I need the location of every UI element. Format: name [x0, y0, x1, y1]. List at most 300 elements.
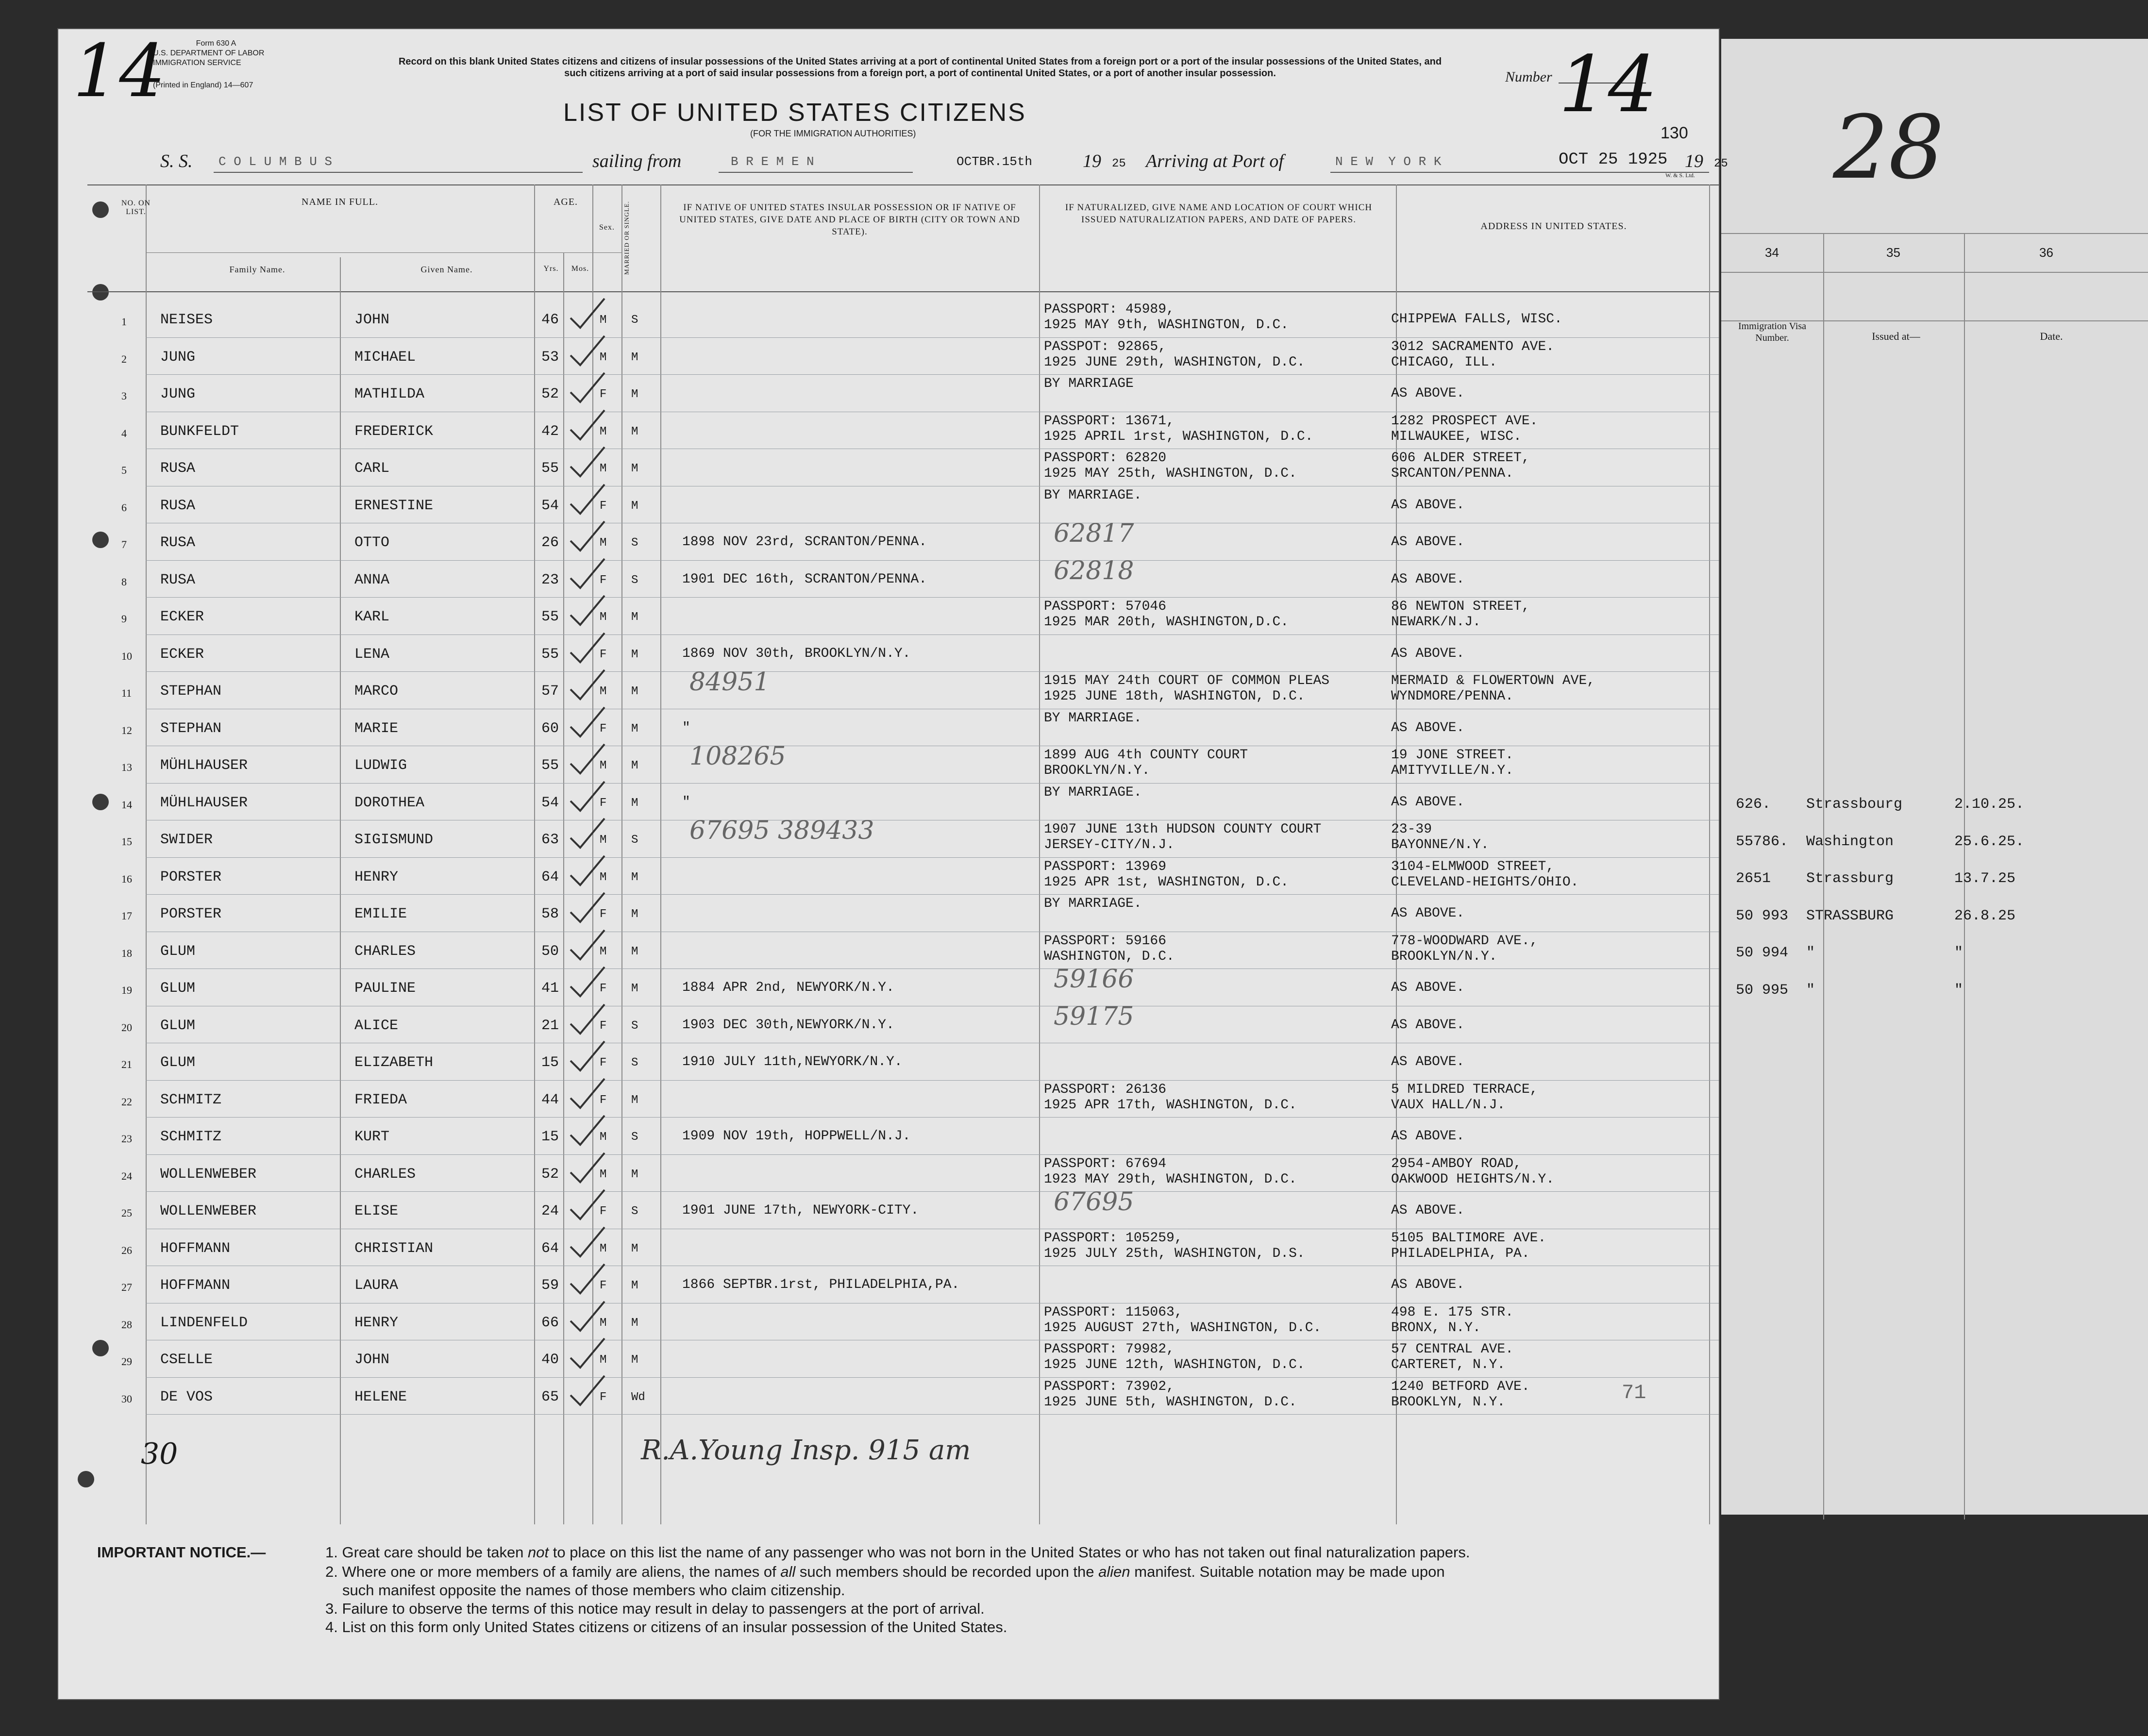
ship-underline — [214, 172, 583, 173]
address-line-2: AMITYVILLE/N.Y. — [1391, 763, 1514, 778]
header-rule — [146, 252, 621, 253]
table-row — [58, 450, 1719, 487]
ship-name: C O L U M B U S — [218, 154, 333, 169]
notice-text: to place on this list the name of any passenger who was not born in the United States or who has not taken out final naturalization papers. — [549, 1544, 1470, 1561]
visa-number: 50 994 — [1736, 945, 1789, 961]
issue-date: 25.6.25. — [1954, 833, 2025, 850]
row-number: 11 — [121, 687, 132, 699]
table-row — [58, 895, 1719, 933]
age-years: 55 — [541, 609, 559, 625]
sex: M — [600, 611, 607, 624]
age-years: 64 — [541, 1240, 559, 1257]
check-mark — [568, 1336, 607, 1370]
sex: M — [600, 536, 607, 550]
check-mark — [568, 334, 607, 367]
check-mark — [568, 1187, 607, 1221]
address-line-2: MILWAUKEE, WISC. — [1391, 429, 1522, 444]
marital-status: M — [631, 462, 638, 475]
row-number: 20 — [121, 1021, 132, 1034]
family-name: BUNKFELDT — [160, 423, 239, 440]
given-name: MARCO — [354, 683, 399, 700]
marital-status: M — [631, 1353, 638, 1367]
row-number: 15 — [121, 835, 132, 848]
table-row — [58, 487, 1719, 524]
arrival-date-stamp: OCT 25 1925 — [1559, 150, 1668, 169]
table-row — [58, 598, 1719, 635]
address-line-1: AS ABOVE. — [1391, 386, 1465, 401]
marital-status: M — [631, 870, 638, 884]
check-mark — [568, 1113, 607, 1147]
family-name: WOLLENWEBER — [160, 1166, 257, 1183]
sex: M — [600, 425, 607, 438]
address-line-1: 1282 PROSPECT AVE. — [1391, 413, 1538, 429]
row-number: 13 — [121, 761, 132, 773]
given-name: CHRISTIAN — [354, 1240, 434, 1257]
family-name: JUNG — [160, 349, 196, 366]
row-number: 23 — [121, 1133, 132, 1145]
native-birth: " — [682, 794, 690, 810]
row-number: 18 — [121, 947, 132, 959]
naturalization-line-1: PASSPORT: 115063, — [1044, 1304, 1183, 1320]
age-years: 59 — [541, 1277, 559, 1294]
sex: M — [600, 1242, 607, 1255]
table-row — [58, 1081, 1719, 1118]
naturalization-line-2: 1925 APR 1st, WASHINGTON, D.C. — [1044, 874, 1289, 890]
marital-status: M — [631, 685, 638, 698]
row-number: 22 — [121, 1095, 132, 1108]
family-name: CSELLE — [160, 1352, 213, 1368]
marital-status: S — [631, 1019, 638, 1033]
family-name: HOFFMANN — [160, 1240, 231, 1257]
form-dept: U.S. DEPARTMENT OF LABOR — [153, 49, 265, 57]
naturalization-line-1: 62818 — [1054, 556, 1134, 585]
age-years: 58 — [541, 906, 559, 922]
address-line-2: PHILADELPHIA, PA. — [1391, 1246, 1530, 1261]
given-name: ALICE — [354, 1017, 399, 1034]
voyage-line — [160, 150, 1728, 179]
age-years: 54 — [541, 794, 559, 811]
row-rule — [146, 1191, 1719, 1192]
form-printed: (Printed in England) 14—607 — [153, 81, 253, 89]
age-years: 15 — [541, 1054, 559, 1071]
given-name: FRIEDA — [354, 1091, 407, 1108]
age-years: 52 — [541, 386, 559, 402]
row-number: 5 — [121, 464, 127, 476]
given-name: LENA — [354, 646, 390, 663]
header-naturalized: IF NATURALIZED, GIVE NAME AND LOCATION OF COURT WHICH ISSUED NATURALIZATION PAPERS, AND DATE OF PAPERS. — [1065, 202, 1373, 225]
given-name: ERNESTINE — [354, 497, 434, 514]
table-row — [58, 1378, 1719, 1416]
check-mark — [568, 1262, 607, 1296]
naturalization-line-1: PASSPORT: 67694 — [1044, 1156, 1167, 1171]
marital-status: M — [631, 1316, 638, 1330]
family-name: SCHMITZ — [160, 1091, 222, 1108]
table-row — [58, 710, 1719, 747]
header-native: IF NATIVE OF UNITED STATES INSULAR POSSESSION OR IF NATIVE OF UNITED STATES, GIVE DATE AND PLACE OF BIRTH (CITY OR TOWN AND STATE). — [679, 202, 1020, 237]
punch-hole — [92, 201, 109, 218]
address-line-1: AS ABOVE. — [1391, 1203, 1465, 1218]
native-birth: 1866 SEPTBR.1rst, PHILADELPHIA,PA. — [682, 1277, 960, 1292]
sex: M — [600, 1131, 607, 1144]
family-name: SWIDER — [160, 832, 213, 848]
address-line-1: 57 CENTRAL AVE. — [1391, 1342, 1514, 1357]
table-row — [58, 1304, 1719, 1341]
naturalization-line-1: PASSPORT: 13671, — [1044, 413, 1175, 429]
native-birth: 1901 JUNE 17th, NEWYORK-CITY. — [682, 1203, 919, 1218]
sex: F — [600, 796, 607, 810]
check-mark — [568, 482, 607, 516]
marital-status: S — [631, 1205, 638, 1218]
naturalization-line-1: BY MARRIAGE. — [1044, 785, 1142, 800]
row-rule — [146, 968, 1719, 969]
row-rule — [146, 783, 1719, 784]
naturalization-line-2: 1923 MAY 29th, WASHINGTON, D.C. — [1044, 1171, 1297, 1187]
age-years: 15 — [541, 1129, 559, 1145]
sex: F — [600, 1056, 607, 1069]
issued-at: " — [1806, 982, 1815, 999]
row-rule — [146, 337, 1719, 338]
address-line-2: BROOKLYN, N.Y. — [1391, 1394, 1506, 1410]
divider — [1721, 272, 2148, 273]
address-line-2: VAUX HALL/N.J. — [1391, 1097, 1506, 1113]
notice-text: such members should be recorded upon the — [795, 1563, 1099, 1580]
age-years: 26 — [541, 534, 559, 551]
form-info — [153, 39, 279, 90]
header-yrs: Yrs. — [543, 265, 559, 273]
given-name: CARL — [354, 460, 390, 477]
visa-number: 50 993 — [1736, 907, 1789, 924]
sex: M — [600, 462, 607, 475]
year-to-label: 19 — [1685, 151, 1703, 171]
year-label: 19 — [1083, 151, 1101, 171]
address-line-1: 23-39 — [1391, 822, 1432, 837]
marital-status: M — [631, 648, 638, 661]
address-line-1: AS ABOVE. — [1391, 794, 1465, 810]
address-line-2: BAYONNE/N.Y. — [1391, 837, 1489, 852]
marital-status: S — [631, 834, 638, 847]
table-row — [58, 635, 1719, 673]
marital-status: M — [631, 1279, 638, 1292]
age-years: 57 — [541, 683, 559, 700]
given-name: ELISE — [354, 1203, 399, 1219]
sex: M — [600, 351, 607, 364]
family-name: STEPHAN — [160, 683, 222, 700]
address-line-1: AS ABOVE. — [1391, 534, 1465, 550]
inspector-note: R.A.Young Insp. 915 am — [641, 1435, 971, 1466]
manifest-sheet — [58, 29, 1728, 1699]
form-number: Form 630 A — [196, 39, 236, 48]
notice-item-3: 3. Failure to observe the terms of this notice may result in delay to passengers at the port of arrival. — [325, 1600, 985, 1617]
header-family: Family Name. — [229, 265, 285, 274]
given-name: MATHILDA — [354, 386, 425, 402]
naturalization-line-2: JERSEY-CITY/N.J. — [1044, 837, 1175, 852]
table-row — [58, 1002, 1719, 1044]
naturalization-line-1: PASSPORT: 79982, — [1044, 1342, 1175, 1357]
check-mark — [568, 965, 607, 999]
row-rule — [146, 374, 1719, 375]
row-number: 10 — [121, 650, 132, 662]
naturalization-line-2: 1925 JUNE 29th, WASHINGTON, D.C. — [1044, 354, 1305, 370]
address-line-1: CHIPPEWA FALLS, WISC. — [1391, 312, 1562, 327]
punch-hole — [92, 284, 109, 300]
naturalization-line-1: 59166 — [1054, 965, 1134, 994]
family-name: RUSA — [160, 534, 196, 551]
check-mark — [568, 593, 607, 627]
address-line-2: SRCANTON/PENNA. — [1391, 466, 1514, 481]
check-mark — [568, 408, 607, 442]
row-rule — [146, 1117, 1719, 1118]
sex: F — [600, 1093, 607, 1107]
given-name: LUDWIG — [354, 757, 407, 774]
naturalization-line-1: 1899 AUG 4th COUNTY COURT — [1044, 748, 1248, 763]
visa-number: 626. — [1736, 796, 1771, 813]
naturalization-line-2: BROOKLYN/N.Y. — [1044, 763, 1150, 778]
age-years: 24 — [541, 1203, 559, 1219]
table-row — [58, 965, 1719, 1007]
issued-at: STRASSBURG — [1806, 907, 1894, 924]
given-name: HENRY — [354, 868, 399, 885]
row-number: 7 — [121, 538, 127, 551]
table-row — [58, 933, 1719, 970]
naturalization-line-2: 1925 JULY 25th, WASHINGTON, D.S. — [1044, 1246, 1305, 1261]
native-birth: 1869 NOV 30th, BROOKLYN/N.Y. — [682, 646, 911, 661]
naturalization-line-2: 1925 MAY 25th, WASHINGTON, D.C. — [1044, 466, 1297, 481]
table-row — [58, 375, 1719, 413]
ss-label: S. S. — [160, 151, 193, 171]
sex: F — [600, 1390, 607, 1404]
check-mark — [568, 668, 607, 701]
page-mark: 130 — [1661, 124, 1688, 142]
table-row — [58, 1187, 1719, 1230]
family-name: MÜHLHAUSER — [160, 794, 248, 811]
header-age: AGE. — [553, 197, 578, 207]
address-line-1: AS ABOVE. — [1391, 1277, 1465, 1292]
row-number: 12 — [121, 724, 132, 736]
age-years: 55 — [541, 460, 559, 477]
given-name: FREDERICK — [354, 423, 434, 440]
family-name: GLUM — [160, 943, 196, 960]
native-birth: 1903 DEC 30th,NEWYORK/N.Y. — [682, 1017, 894, 1033]
given-name: LAURA — [354, 1277, 399, 1294]
naturalization-line-1: BY MARRIAGE — [1044, 376, 1134, 391]
address-line-1: 5 MILDRED TERRACE, — [1391, 1082, 1538, 1097]
punch-hole — [78, 1471, 94, 1487]
age-years: 42 — [541, 423, 559, 440]
continuation-sheet — [1721, 39, 2148, 1515]
row-number: 29 — [121, 1355, 132, 1368]
row-number: 27 — [121, 1281, 132, 1293]
table-row — [58, 301, 1719, 338]
marital-status: S — [631, 573, 638, 587]
address-line-2: CLEVELAND-HEIGHTS/OHIO. — [1391, 874, 1579, 890]
given-name: HENRY — [354, 1314, 399, 1331]
sex: M — [600, 1353, 607, 1367]
address-line-1: AS ABOVE. — [1391, 571, 1465, 587]
document-title: LIST OF UNITED STATES CITIZENS — [563, 99, 1026, 127]
check-mark — [568, 705, 607, 739]
naturalization-line-1: BY MARRIAGE. — [1044, 710, 1142, 726]
address-line-1: 3104-ELMWOOD STREET, — [1391, 859, 1555, 874]
check-mark — [568, 631, 607, 665]
row-number: 17 — [121, 910, 132, 922]
marital-status: M — [631, 945, 638, 958]
native-birth: 108265 — [689, 742, 786, 771]
table-row — [58, 1044, 1719, 1081]
naturalization-line-1: PASSPOT: 92865, — [1044, 339, 1167, 354]
family-name: WOLLENWEBER — [160, 1203, 257, 1219]
sailing-label: sailing from — [592, 151, 682, 171]
family-name: GLUM — [160, 1017, 196, 1034]
native-birth: 1910 JULY 11th,NEWYORK/N.Y. — [682, 1054, 903, 1069]
sex: M — [600, 834, 607, 847]
age-years: 65 — [541, 1388, 559, 1405]
native-birth: " — [682, 720, 690, 735]
header-address: ADDRESS IN UNITED STATES. — [1480, 221, 1627, 232]
notice-item-4: 4. List on this form only United States citizens or citizens of an insular possession of the United States. — [325, 1619, 1007, 1636]
port-from: B R E M E N — [731, 154, 814, 169]
check-mark — [568, 1151, 607, 1185]
table-row — [58, 784, 1719, 821]
naturalization-line-2: WASHINGTON, D.C. — [1044, 949, 1175, 964]
family-name: SCHMITZ — [160, 1129, 222, 1145]
number-value: 14 — [1559, 39, 1658, 130]
given-name: CHARLES — [354, 1166, 416, 1183]
issue-date: 2.10.25. — [1954, 796, 2025, 813]
age-years: 41 — [541, 980, 559, 997]
marital-status: M — [631, 611, 638, 624]
family-name: JUNG — [160, 386, 196, 402]
port-to-underline — [1330, 172, 1709, 173]
naturalization-line-2: 1925 JUNE 12th, WASHINGTON, D.C. — [1044, 1357, 1305, 1372]
address-line-1: AS ABOVE. — [1391, 1129, 1465, 1144]
address-line-1: 2954-AMBOY ROAD, — [1391, 1156, 1522, 1171]
address-line-1: AS ABOVE. — [1391, 646, 1465, 661]
issued-at: " — [1806, 945, 1815, 961]
address-line-2: WYNDMORE/PENNA. — [1391, 689, 1514, 704]
check-mark — [568, 779, 607, 813]
naturalization-line-2: 1925 APRIL 1rst, WASHINGTON, D.C. — [1044, 429, 1313, 444]
check-mark — [568, 445, 607, 479]
age-years: 44 — [541, 1091, 559, 1108]
row-rule — [146, 1414, 1719, 1415]
check-mark — [568, 370, 607, 404]
family-name: STEPHAN — [160, 720, 222, 737]
given-name: PAULINE — [354, 980, 416, 997]
marital-status: S — [631, 1131, 638, 1144]
issued-at: Strassburg — [1806, 870, 1894, 887]
row-number: 1 — [121, 316, 127, 328]
age-years: 46 — [541, 312, 559, 328]
address-line-2: CARTERET, N.Y. — [1391, 1357, 1506, 1372]
marital-status: S — [631, 536, 638, 550]
given-name: OTTO — [354, 534, 390, 551]
address-line-1: AS ABOVE. — [1391, 906, 1465, 921]
sex: M — [600, 1316, 607, 1330]
notice-item-1 — [325, 1544, 1470, 1561]
col-num-35: 35 — [1886, 245, 1900, 260]
address-line-1: 1240 BETFORD AVE. — [1391, 1379, 1530, 1394]
marital-status: S — [631, 314, 638, 327]
family-name: LINDENFELD — [160, 1314, 248, 1331]
visa-number: 55786. — [1736, 833, 1789, 850]
visa-number: 2651 — [1736, 870, 1771, 887]
port-to: N E W Y O R K — [1335, 154, 1442, 169]
family-name: ECKER — [160, 609, 204, 625]
family-name: PORSTER — [160, 868, 222, 885]
given-name: MICHAEL — [354, 349, 416, 366]
native-birth: 1898 NOV 23rd, SCRANTON/PENNA. — [682, 534, 927, 550]
port-underline — [719, 172, 913, 173]
family-name: ECKER — [160, 646, 204, 663]
date-from: OCTBR.15th — [957, 154, 1033, 169]
col-num-34: 34 — [1765, 245, 1779, 260]
given-name: KURT — [354, 1129, 390, 1145]
bottom-right-mark: 71 — [1622, 1381, 1646, 1404]
marital-status: M — [631, 351, 638, 364]
address-line-1: 19 JONE STREET. — [1391, 748, 1514, 763]
marital-status: S — [631, 1056, 638, 1069]
row-number: 4 — [121, 427, 127, 439]
age-years: 54 — [541, 497, 559, 514]
table-row — [58, 556, 1719, 599]
naturalization-line-1: PASSPORT: 57046 — [1044, 599, 1167, 614]
date-header: Date. — [2040, 330, 2063, 342]
marital-status: M — [631, 982, 638, 995]
header-name: NAME IN FULL. — [302, 197, 378, 207]
notice-emphasis: alien — [1098, 1563, 1130, 1580]
year-from: 25 — [1112, 157, 1126, 170]
notice-item-2-cont: such manifest opposite the names of those members who claim citizenship. — [342, 1582, 845, 1599]
notice-emphasis: not — [528, 1544, 549, 1561]
marital-status: Wd — [631, 1390, 645, 1404]
address-line-1: AS ABOVE. — [1391, 980, 1465, 995]
row-number: 24 — [121, 1169, 132, 1182]
table-top-rule — [87, 184, 1719, 185]
header-no: NO. ON LIST. — [121, 199, 151, 216]
sex: M — [600, 314, 607, 327]
table-row — [58, 1118, 1719, 1155]
marital-status: M — [631, 908, 638, 921]
visa-number: 50 995 — [1736, 982, 1789, 999]
native-birth: 84951 — [689, 668, 770, 697]
family-name: DE VOS — [160, 1388, 213, 1405]
address-line-1: AS ABOVE. — [1391, 720, 1465, 735]
sex: F — [600, 499, 607, 513]
family-name: GLUM — [160, 1054, 196, 1071]
family-name: MÜHLHAUSER — [160, 757, 248, 774]
check-mark — [568, 853, 607, 887]
marital-status: M — [631, 425, 638, 438]
row-rule — [146, 1154, 1719, 1155]
age-years: 40 — [541, 1352, 559, 1368]
given-name: HELENE — [354, 1388, 407, 1405]
form-service: IMMIGRATION SERVICE — [153, 59, 241, 67]
table-row — [58, 519, 1719, 561]
col-num-36: 36 — [2039, 245, 2053, 260]
check-mark — [568, 1039, 607, 1073]
given-name: KARL — [354, 609, 390, 625]
marital-status: M — [631, 388, 638, 401]
marital-status: M — [631, 1168, 638, 1181]
address-line-1: 778-WOODWARD AVE., — [1391, 933, 1538, 949]
notice-emphasis: all — [780, 1563, 796, 1580]
sex: M — [600, 685, 607, 698]
given-name: SIGISMUND — [354, 832, 434, 848]
sex: F — [600, 573, 607, 587]
row-number: 8 — [121, 575, 127, 588]
row-number: 26 — [121, 1244, 132, 1256]
printer-mark: W. & S. Ltd. — [1665, 172, 1695, 179]
